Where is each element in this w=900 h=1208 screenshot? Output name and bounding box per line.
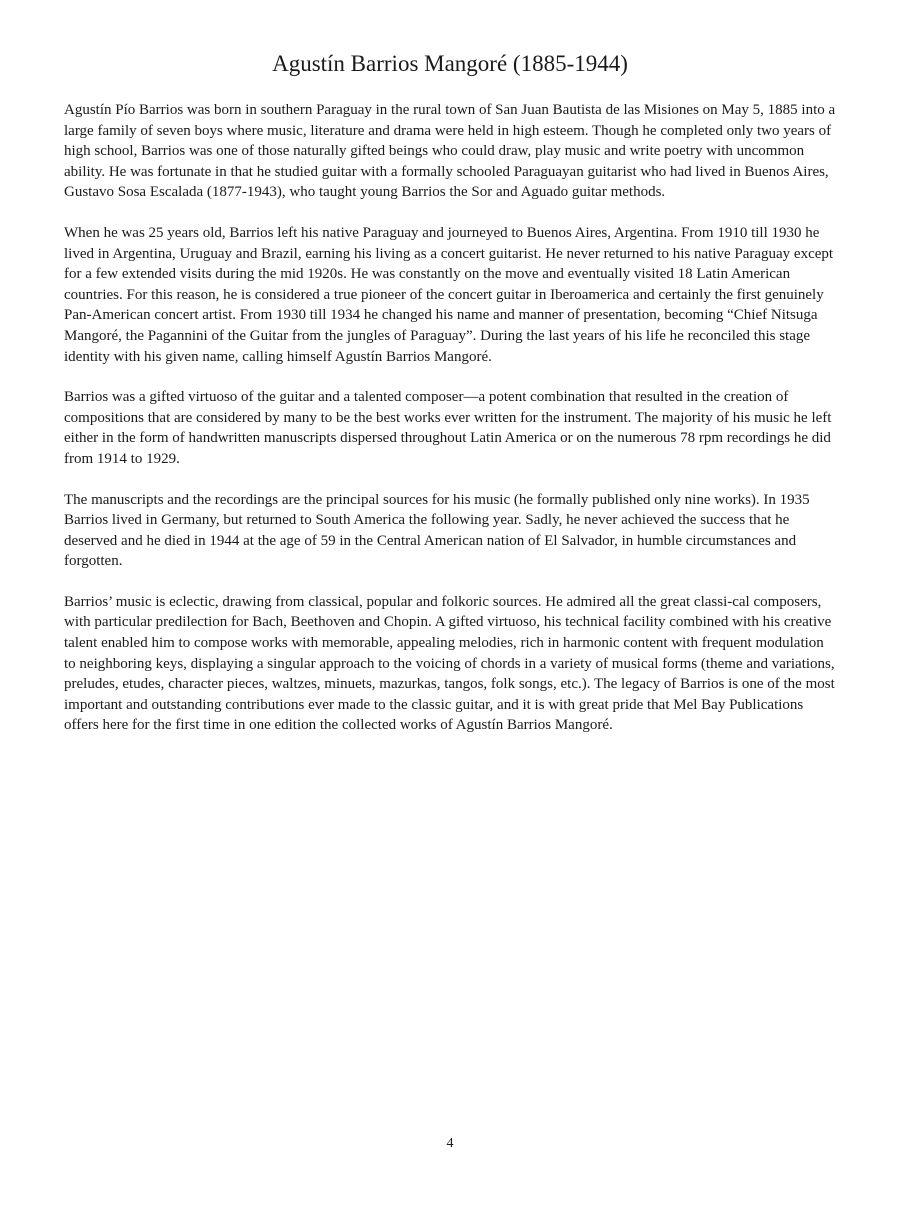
page-number: 4: [446, 1136, 454, 1151]
body-text: [64, 100, 838, 756]
paragraph-early-life: Agustín Pío Barrios was born in southern Paraguay in the rural town of San Juan Bautista de las Misiones on May 5, 1885 into a large family of seven boys where music, literature and drama were held in high esteem. Though he completed only two years of high school, Barrios was one of those naturally gifted beings who could draw, play music and write poetry with uncommon ability. He was fortunate in that he studied guitar with a formally schooled Paraguayan guitarist who had lived in Buenos Aires, Gustavo Sosa Escalada (1877-1943), who taught young Barrios the Sor and Aguado guitar methods.: [64, 102, 836, 201]
page-title: Agustín Barrios Mangoré (1885-1944): [272, 51, 628, 76]
paragraph-career: When he was 25 years old, Barrios left his native Paraguay and journeyed to Buenos Aires, Argentina. From 1910 till 1930 he lived in Argentina, Uruguay and Brazil, earning his living as a concert guitarist. He never returned to his native Paraguay except for a few extended visits during the mid 1920s. He was constantly on the move and eventually visited 18 Latin American countries. For this reason, he is considered a true pioneer of the concert guitar in Iberoamerica and certainly the first genuinely Pan-American concert artist. From 1930 till 1934 he changed his name and manner of presentation, becoming “Chief Nitsuga Mangoré, the Pagannini of the Guitar from the jungles of Paraguay”. During the last years of his life he reconciled this stage identity with his given name, calling himself Agustín Barrios Mangoré.: [64, 224, 834, 365]
paragraph-legacy: Barrios’ music is eclectic, drawing from classical, popular and folkoric sources. He admired all the great classi-cal composers, with particular predilection for Bach, Beethoven and Chopin. A gifted virtuoso, his technical facility combined with his creative talent enabled him to compose works with memorable, appealing melodies, rich in harmonic content with frequent modulation to neighboring keys, displaying a singular approach to the voicing of chords in a variety of musical forms (theme and variations, preludes, etudes, character pieces, waltzes, minuets, mazurkas, tangos, folk songs, etc.). The legacy of Barrios is one of the most important and outstanding contributions ever made to the classic guitar, and it is with great pride that Mel Bay Publications offers here for the first time in one edition the collected works of Agustín Barrios Mangoré.: [64, 593, 835, 734]
paragraph-compositions: Barrios was a gifted virtuoso of the guitar and a talented composer—a potent combination that resulted in the creation of compositions that are considered by many to be the best works ever written for the instrument. The majority of his music he left either in the form of handwritten manuscripts dispersed throughout Latin America or on the numerous 78 rpm recordings he did from 1914 to 1929.: [64, 389, 832, 467]
paragraph-sources: The manuscripts and the recordings are the principal sources for his music (he formally published only nine works). In 1935 Barrios lived in Germany, but returned to South America the following year. Sadly, he never achieved the success that he deserved and he died in 1944 at the age of 59 in the Central American nation of El Salvador, in humble circumstances and forgotten.: [64, 491, 810, 570]
